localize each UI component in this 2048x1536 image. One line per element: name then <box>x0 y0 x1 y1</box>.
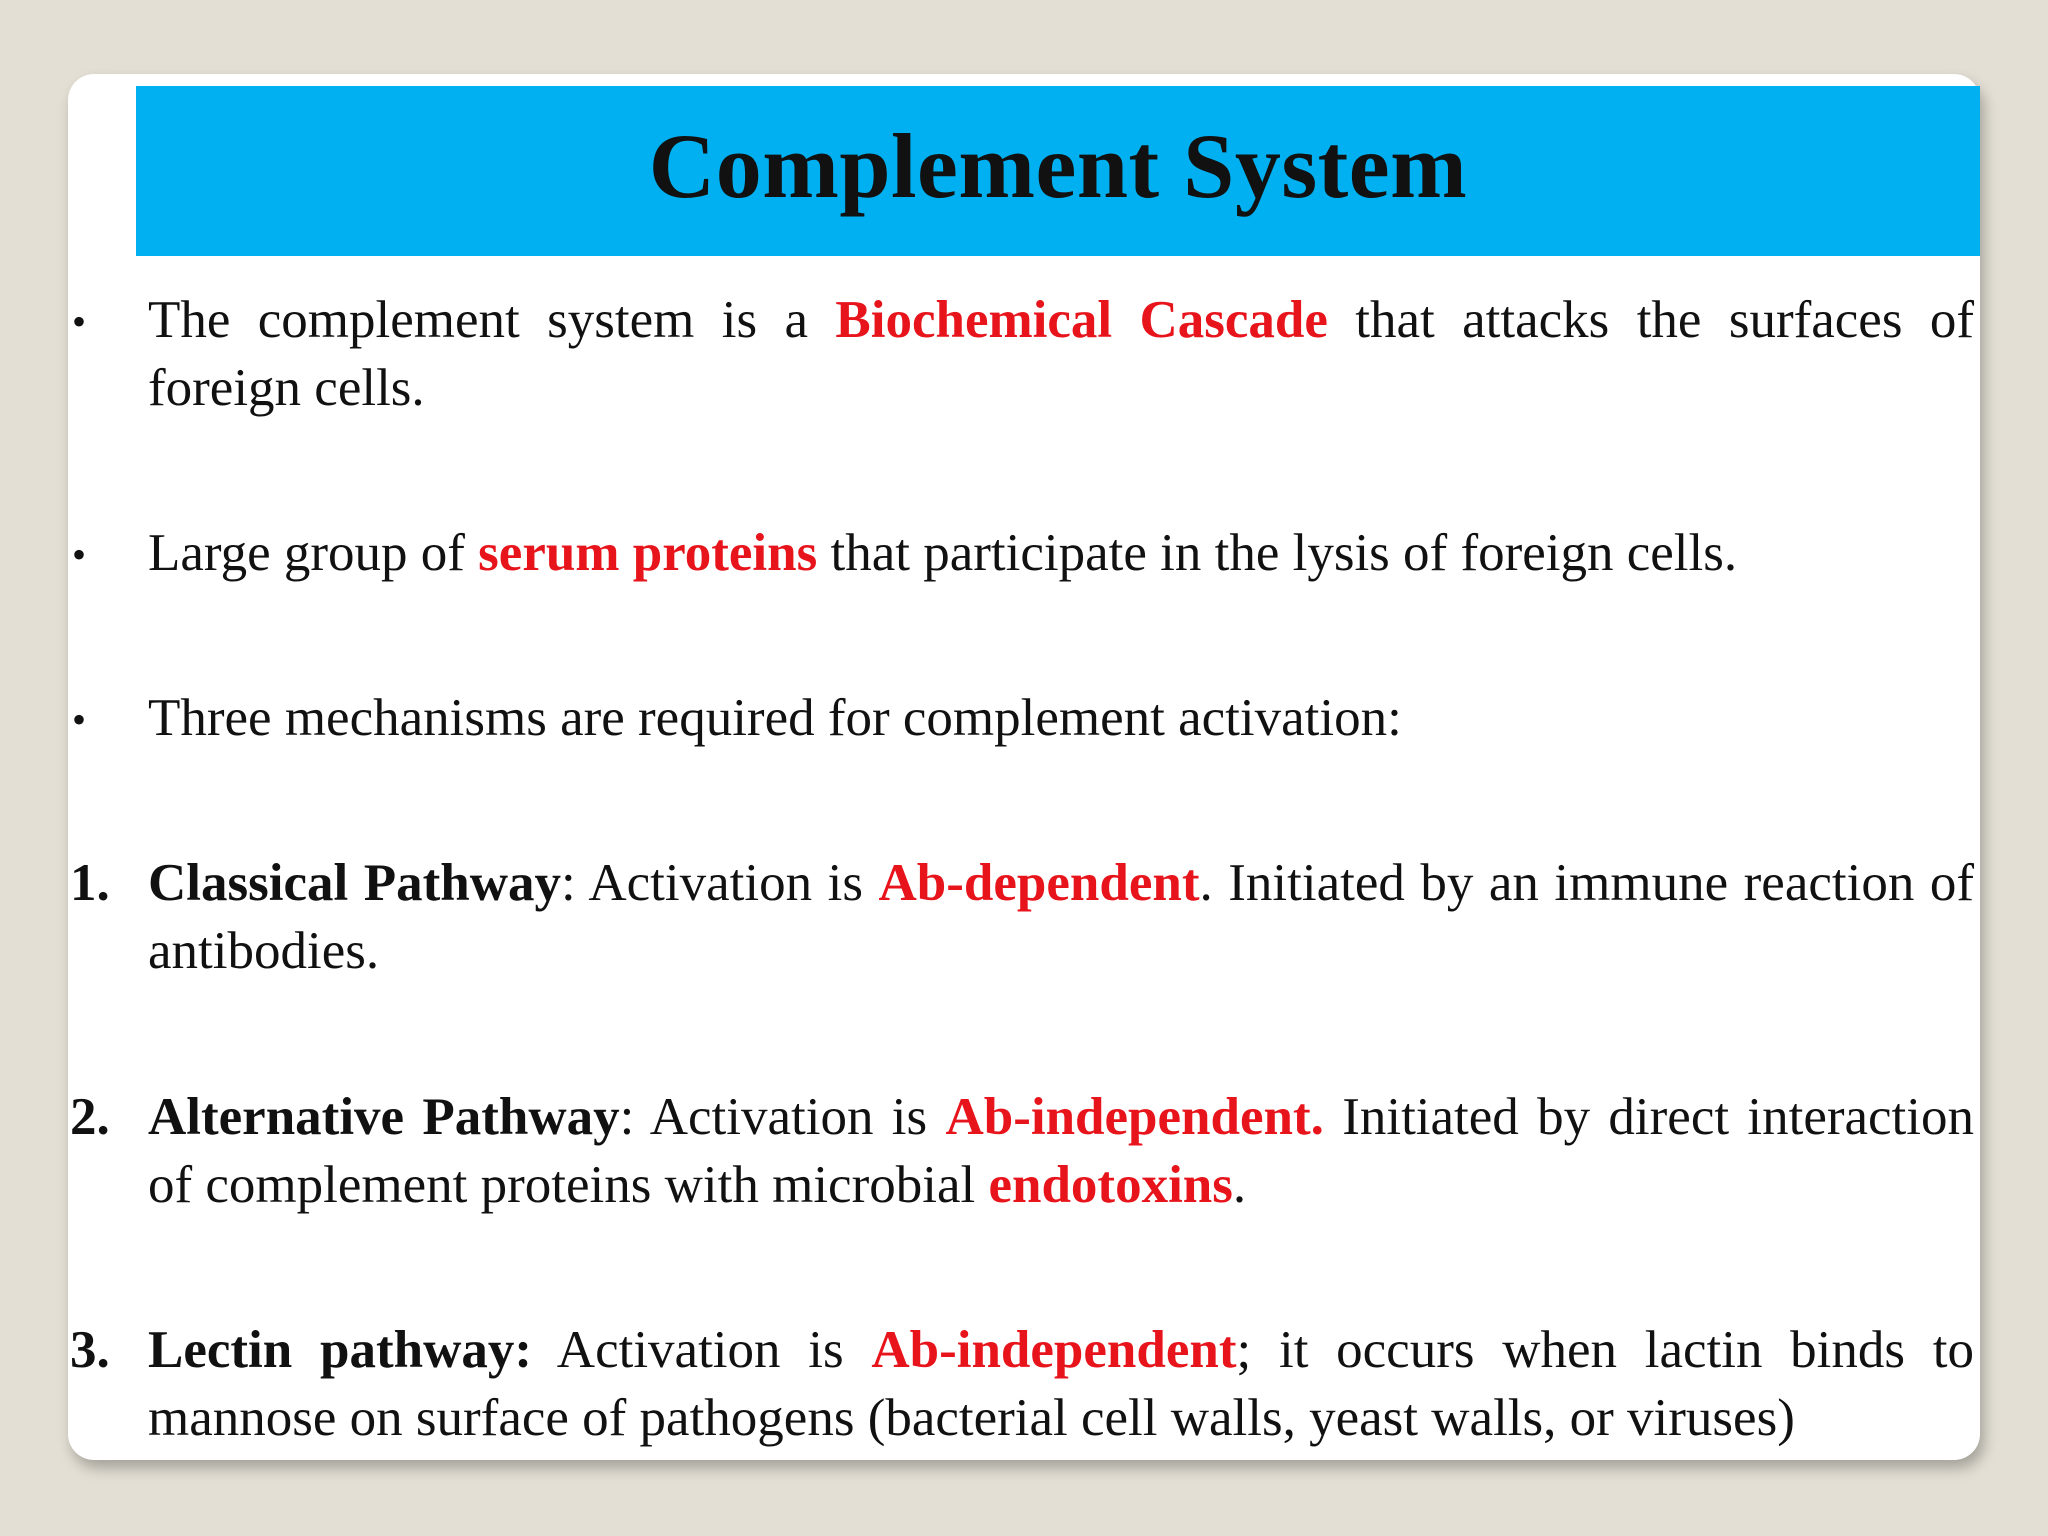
bullet-text: Large group of <box>148 524 479 582</box>
highlight-serum-proteins: serum proteins <box>478 524 818 582</box>
slide-title: Complement System <box>648 115 1468 217</box>
list-number <box>70 1083 110 1151</box>
list-number-text: 2. <box>70 1088 110 1146</box>
pathway-text: Initiated by direct interaction of complement proteins with microbial <box>148 1088 1974 1214</box>
pathway-text: : Activation is <box>561 854 879 912</box>
pathway-name: Alternative Pathway <box>148 1088 620 1146</box>
title-bar <box>136 86 1980 256</box>
slide-card <box>68 74 1980 1460</box>
bullet-text: that attacks the surfaces of foreign cells. <box>148 291 1974 417</box>
pathway-name: Classical Pathway <box>148 854 562 912</box>
highlight-ab-independent: Ab-independent <box>871 1321 1237 1379</box>
pathway-classical <box>148 849 1974 985</box>
pathway-text: . Initiated by an immune reaction of antibodies. <box>148 854 1974 980</box>
bullet-marker: • <box>72 697 87 742</box>
pathway-text: Activation is <box>532 1321 872 1379</box>
list-number: 1. <box>70 854 110 912</box>
pathway-lectin <box>148 1316 1974 1452</box>
bullet-marker: • <box>72 299 87 344</box>
highlight-biochemical-cascade: Biochemical Cascade <box>835 291 1328 349</box>
pathway-alternative <box>148 1083 1974 1219</box>
bullet-marker: • <box>72 532 87 577</box>
bullet-serum-proteins <box>148 519 1974 587</box>
pathway-text: ; it occurs when lactin binds to mannose on surface of pathogens (bacterial cell walls, yeast walls, or viruses) <box>148 1321 1974 1447</box>
highlight-endotoxins: endotoxins <box>988 1156 1233 1214</box>
pathway-name: Lectin pathway: <box>148 1321 532 1379</box>
highlight-ab-dependent: Ab-dependent <box>878 854 1200 912</box>
highlight-ab-independent: Ab-independent. <box>945 1088 1324 1146</box>
bullet-biochemical-cascade <box>148 286 1974 422</box>
pathway-text: . <box>1232 1156 1247 1214</box>
pathway-text: : Activation is <box>619 1088 946 1146</box>
list-number: 3. <box>70 1321 110 1379</box>
bullet-three-mechanisms <box>148 684 1974 752</box>
bullet-text: Three mechanisms are required for complement activation: <box>148 689 1402 747</box>
bullet-text: The complement system is a <box>148 291 836 349</box>
bullet-text: that participate in the lysis of foreign cells. <box>817 524 1738 582</box>
